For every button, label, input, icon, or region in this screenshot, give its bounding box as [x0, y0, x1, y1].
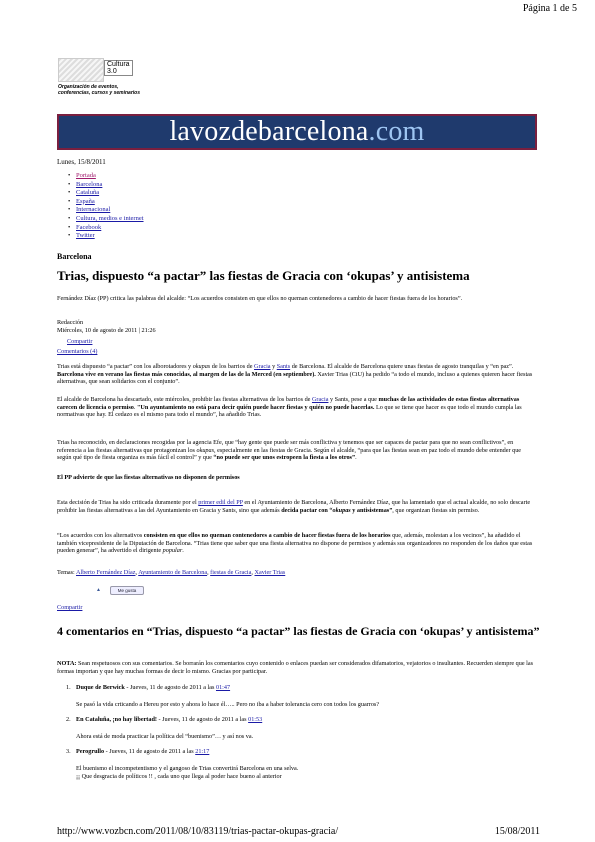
comments-note: NOTA: Sean respetuosos con sus comentarios. Se borrarán los comentarios cuyo contenido o enlaces puedan ser considerados difamatorios, vejatorios o insultantes. Recuerden siempre que las formas importan y que hay muchas formas de decir lo mismo. Gracias por participar.: [57, 660, 534, 675]
article-paragraph-5: “Los acuerdos con los alternativos consisten en que ellos no queman contenedores a cambio de hacer fiestas fuera de los horarios que, además, molestan a los vecinos”, ha añadido el también vicepresidente de la Diputación de Barcelona. “Trias tiene que saber que una fiesta alternativa no dispone de permisos y además sus organizadores no responden de los daños que estas pueden generar”, ha advertido el dirigente popular.: [57, 532, 533, 555]
banner-name: lavozdebarcelona: [169, 116, 369, 147]
comment-list: [66, 684, 536, 788]
tags-label: Temas:: [57, 569, 75, 576]
link-gracia-2[interactable]: Gracia: [311, 396, 329, 403]
comment-text: Ahora está de moda practicar la política del “buenismo”… y así nos va.: [76, 732, 254, 740]
current-date: Lunes, 15/8/2011: [57, 158, 106, 166]
nav-link-cataluna[interactable]: Cataluña: [76, 189, 100, 197]
thumbs-up-icon: ▲: [96, 588, 101, 593]
comments-count-link[interactable]: Comentarios (4): [57, 348, 98, 355]
nav-item-portada: [68, 172, 144, 181]
nav-link-portada[interactable]: Portada: [76, 172, 96, 179]
article-title: Trias, dispuesto “a pactar” las fiestas de Gracia con ‘okupas’ y antisistema: [57, 268, 470, 283]
comment-permalink[interactable]: 21:17: [195, 748, 210, 756]
nav-link-cultura[interactable]: Cultura, medios e internet: [76, 214, 144, 222]
footer-date: 15/08/2011: [494, 826, 540, 837]
byline: [57, 319, 156, 334]
nav-item-internacional: [68, 206, 144, 215]
logo-tagline: Organización de eventos, conferencias, cursos y seminarios: [58, 84, 140, 96]
comment-item: 2. En Cataluña, ¡no hay libertad! - Jueves, 11 de agosto de 2011 a las 01:53 Ahora está de moda practicar la política del “buenismo”… y así nos va.: [66, 716, 536, 740]
like-button[interactable]: Me gusta: [110, 586, 144, 595]
article-paragraph-1: Trias está dispuesto “a pactar” con los alborotadores y okupas de los barrios de Gracia y Sants de Barcelona. El alcalde de Barcelona quiere unas fiestas de agosto tranquilas y “en paz”. Barcelona vive en verano las fiestas más conocidas, al margen de las de la Merced (en septiembre). Xavier Trias (CiU) ha pedido “a todo el mundo, incluso a quienes quieren hacer fiestas alternativas, que sean solidarios con el conjunto”.: [57, 363, 533, 386]
nav-item-facebook: [68, 224, 144, 233]
main-nav: [68, 172, 144, 241]
section-heading: Barcelona: [57, 252, 92, 261]
article-datetime: Miércoles, 10 de agosto de 2011 | 21:26: [57, 326, 156, 334]
article-paragraph-4: Esta decisión de Trias ha sido criticada duramente por el primer edil del PP en el Ayuntamiento de Barcelona, Alberto Fernández Díaz, que ha lamentado que el actual alcalde, no solo descarte prohibir las fiestas alternativas a las del Ayuntamiento en Gracia y Sants, sino que además decida pactar con “okupas y antisistemas”, que organizan fiestas sin permiso.: [57, 499, 531, 514]
article-tags: Temas: Alberto Fernández Díaz, Ayuntamiento de Barcelona, fiestas de Gracia, Xavier Trias: [57, 569, 286, 576]
nav-item-cultura: [68, 215, 144, 224]
link-gracia[interactable]: Gracia: [254, 363, 271, 370]
comment-author: Duque de Berwick: [76, 684, 125, 691]
nav-link-facebook[interactable]: Facebook: [76, 223, 102, 231]
link-sants[interactable]: Sants: [276, 363, 291, 370]
nav-item-espana: [68, 198, 144, 207]
comments-title: 4 comentarios en “Trias, dispuesto “a pactar” las fiestas de Gracia con ‘okupas’ y antisistema”: [57, 624, 540, 638]
tag-link-fiestas-gracia[interactable]: fiestas de Gracia: [210, 569, 252, 576]
comment-text: Se pasó la vida crticando a Hereu por esto y ahora lo hace él….. Pero no iba a haber tolerancia cero con todos los guarros?: [76, 700, 380, 708]
comment-permalink[interactable]: 01:53: [248, 716, 263, 724]
comment-text: El buenismo el incompetentismo y el gangoso de Trias convertirá Barcelona en una selva.: [76, 764, 299, 772]
comment-author: Perogrullo: [76, 748, 105, 756]
banner-domain: .com: [368, 116, 425, 147]
comment-author: En Cataluña, ¡no hay libertad!: [76, 716, 157, 724]
page-number: Página 1 de 5: [522, 3, 577, 14]
article-subheading: El PP advierte de que las fiestas alternativas no disponen de permisos: [57, 474, 240, 481]
logo-brand: Cultura 3.0: [104, 60, 133, 76]
sponsor-logo[interactable]: [58, 58, 140, 100]
site-banner[interactable]: [57, 114, 537, 150]
nav-link-espana[interactable]: España: [76, 197, 95, 205]
nav-item-twitter: [68, 232, 144, 241]
share-link-bottom[interactable]: Compartir: [57, 604, 83, 611]
link-primer-edil[interactable]: primer edil del PP: [198, 499, 243, 506]
nav-link-barcelona[interactable]: Barcelona: [76, 180, 103, 188]
comment-permalink[interactable]: 01:47: [215, 684, 231, 691]
logo-image: [58, 58, 104, 82]
comment-item: 3. Perogrullo - Jueves, 11 de agosto de 2011 a las 21:17 El buenismo el incompetentismo y el gangoso de Trias convertirá Barcelona en una selva. ¡¡ Que desgracia de políticos !! , cada uno que llega al poder hace bueno al anterior: [66, 748, 536, 780]
tag-link-ayuntamiento[interactable]: Ayuntamiento de Barcelona: [138, 569, 208, 576]
article-lead: Fernández Díaz (PP) critica las palabras del alcalde: “Los acuerdos consisten en que ellos no queman contenedores a cambio de hacer fiestas fuera de los horarios”.: [57, 295, 463, 302]
article-paragraph-3: Trias ha reconocido, en declaraciones recogidas por la agencia Efe, que “hay gente que puede ser más conflictiva y tenemos que ser capaces de pactar para que no sean conflictivos”, en referencia a las fiestas alternativas que protagonizan los okupas, especialmente en las fiestas de Gracia. Según el alcalde, “para que las fiestas sean en paz todo el mundo debe entender que según qué tipo de fiesta organiza es más fácil el control” y que “no puede ser que unos estropeen la fiesta a los otros”.: [57, 439, 522, 462]
share-link-top[interactable]: Compartir: [67, 338, 93, 345]
nav-link-internacional[interactable]: Internacional: [76, 206, 111, 214]
article-author: Redacción: [57, 319, 84, 326]
nav-link-twitter[interactable]: Twitter: [76, 232, 95, 240]
comment-text-2: ¡¡ Que desgracia de políticos !! , cada uno que llega al poder hace bueno al anterior: [76, 772, 282, 780]
comment-item: 1. Duque de Berwick - Jueves, 11 de agosto de 2011 a las 01:47 Se pasó la vida crticando a Hereu por esto y ahora lo hace él….. Pero no iba a haber tolerancia cero con todos los guarros?: [66, 684, 536, 708]
article-paragraph-2: El alcalde de Barcelona ha descartado, este miércoles, prohibir las fiestas alternativas de los barrios de Gracia y Sants, pese a que muchas de las actividades de estas fiestas alternativas carecen de licencia o permiso. "Un ayuntamiento no está para decir quién puede hacer fiestas y quién no puede hacerlas. Lo que se tiene que hacer es que todo el mundo cumpla las normativas que hay. El cedazo es el mismo para todo el mundo”, ha añadido Trias.: [57, 396, 522, 419]
nav-item-barcelona: [68, 181, 144, 190]
footer-url: http://www.vozbcn.com/2011/08/10/83119/trias-pactar-okupas-gracia/: [57, 826, 339, 837]
nav-item-cataluna: [68, 189, 144, 198]
tag-link-xavier-trias[interactable]: Xavier Trias: [254, 569, 286, 576]
tag-link-fernandez-diaz[interactable]: Alberto Fernández Díaz: [76, 569, 136, 576]
